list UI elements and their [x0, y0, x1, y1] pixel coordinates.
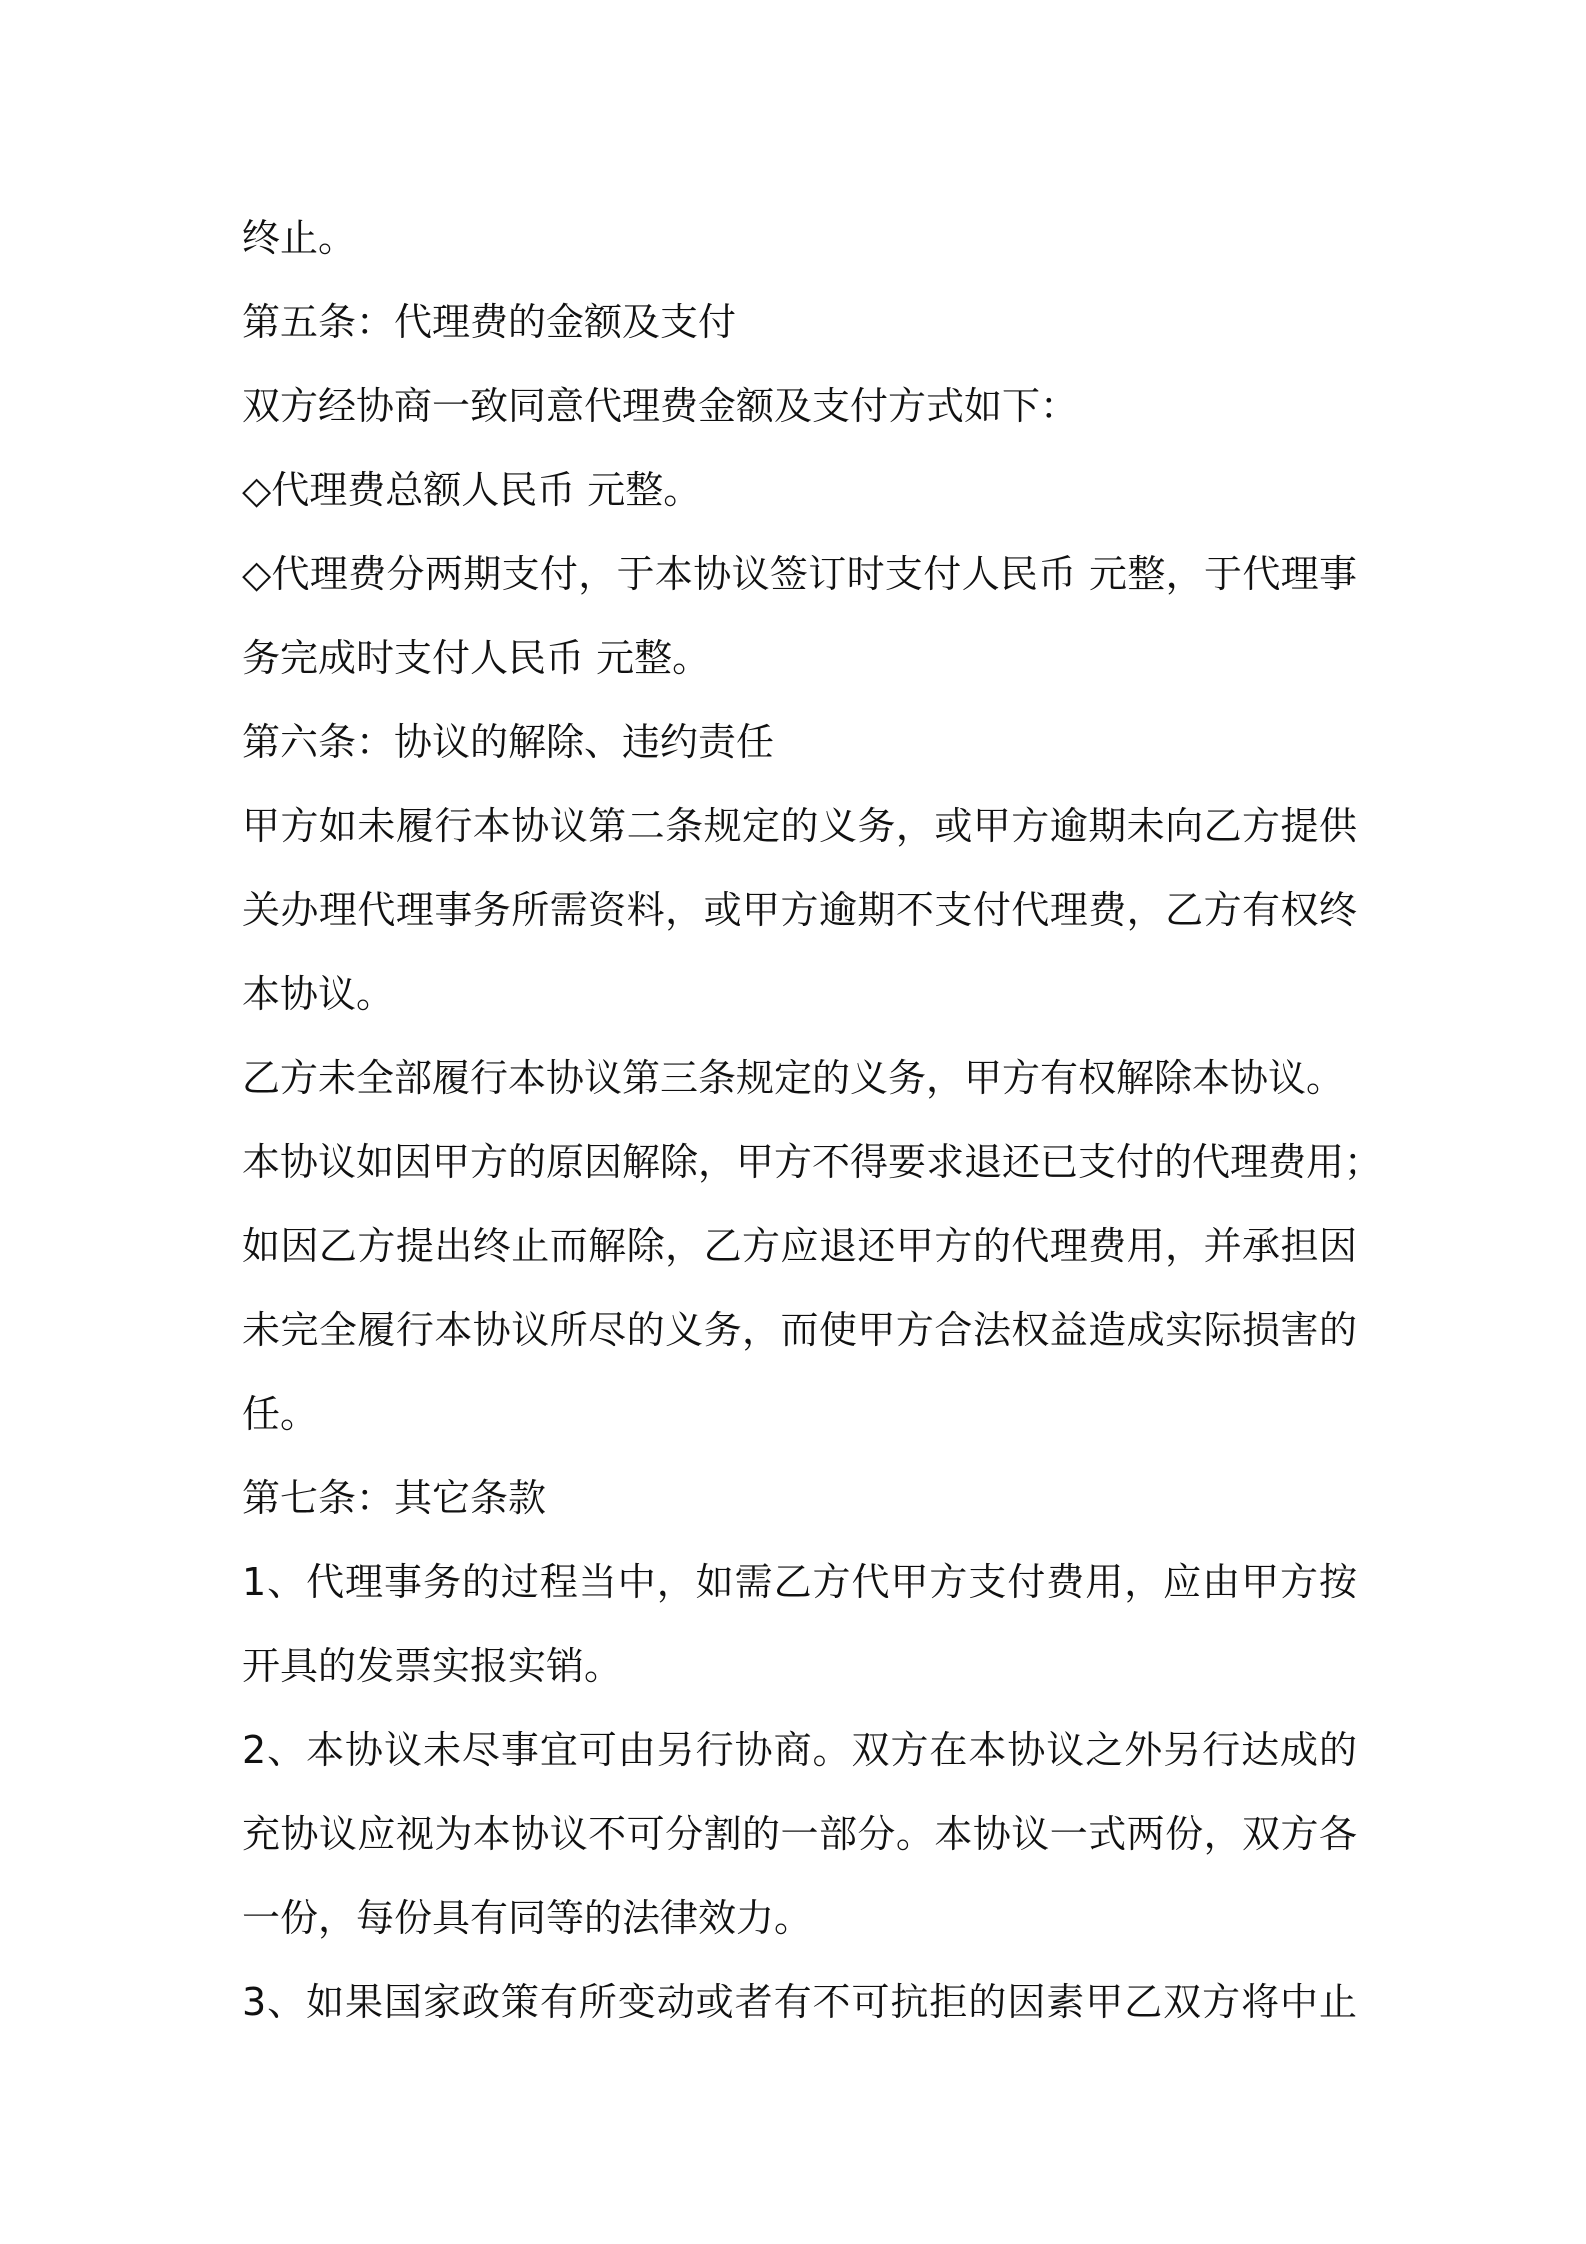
text-line: 开具的发票实报实销。 — [242, 1644, 623, 1688]
text-line: 如因乙方提出终止而解除，乙方应退还甲方的代理费用，并承担因 — [242, 1224, 1357, 1268]
text-line: 乙方未全部履行本协议第三条规定的义务，甲方有权解除本协议。 — [242, 1056, 1345, 1100]
list-item: 1、代理事务的过程当中，如需乙方代甲方支付费用，应由甲方按 — [242, 1560, 1357, 1604]
text-line: 务完成时支付人民币 元整。 — [242, 636, 711, 680]
list-item: ◇代理费总额人民币 元整。 — [242, 468, 702, 512]
text-line: 终止。 — [242, 216, 357, 260]
text-line: 关办理代理事务所需资料，或甲方逾期不支付代理费，乙方有权终 — [242, 888, 1357, 932]
list-item: 2、本协议未尽事宜可由另行协商。双方在本协议之外另行达成的 — [242, 1728, 1357, 1772]
list-item: ◇代理费分两期支付，于本协议签订时支付人民币 元整，于代理事 — [242, 552, 1357, 596]
section-heading-article-6: 第六条：协议的解除、违约责任 — [242, 720, 775, 764]
document-body — [242, 196, 1383, 2044]
text-line: 本协议。 — [242, 972, 395, 1016]
text-line: 未完全履行本协议所尽的义务，而使甲方合法权益造成实际损害的 — [242, 1308, 1357, 1352]
text-line: 一份，每份具有同等的法律效力。 — [242, 1896, 813, 1940]
text-line: 双方经协商一致同意代理费金额及支付方式如下： — [242, 384, 1079, 428]
list-item: 3、如果国家政策有所变动或者有不可抗拒的因素甲乙双方将中止 — [242, 1980, 1357, 2024]
section-heading-article-7: 第七条：其它条款 — [242, 1476, 547, 1520]
section-heading-article-5: 第五条：代理费的金额及支付 — [242, 300, 737, 344]
text-line: 本协议如因甲方的原因解除，甲方不得要求退还已支付的代理费用； — [242, 1140, 1383, 1184]
text-line: 甲方如未履行本协议第二条规定的义务，或甲方逾期未向乙方提供 — [242, 804, 1357, 848]
text-line: 充协议应视为本协议不可分割的一部分。本协议一式两份，双方各 — [242, 1812, 1357, 1856]
text-line: 任。 — [242, 1392, 319, 1436]
